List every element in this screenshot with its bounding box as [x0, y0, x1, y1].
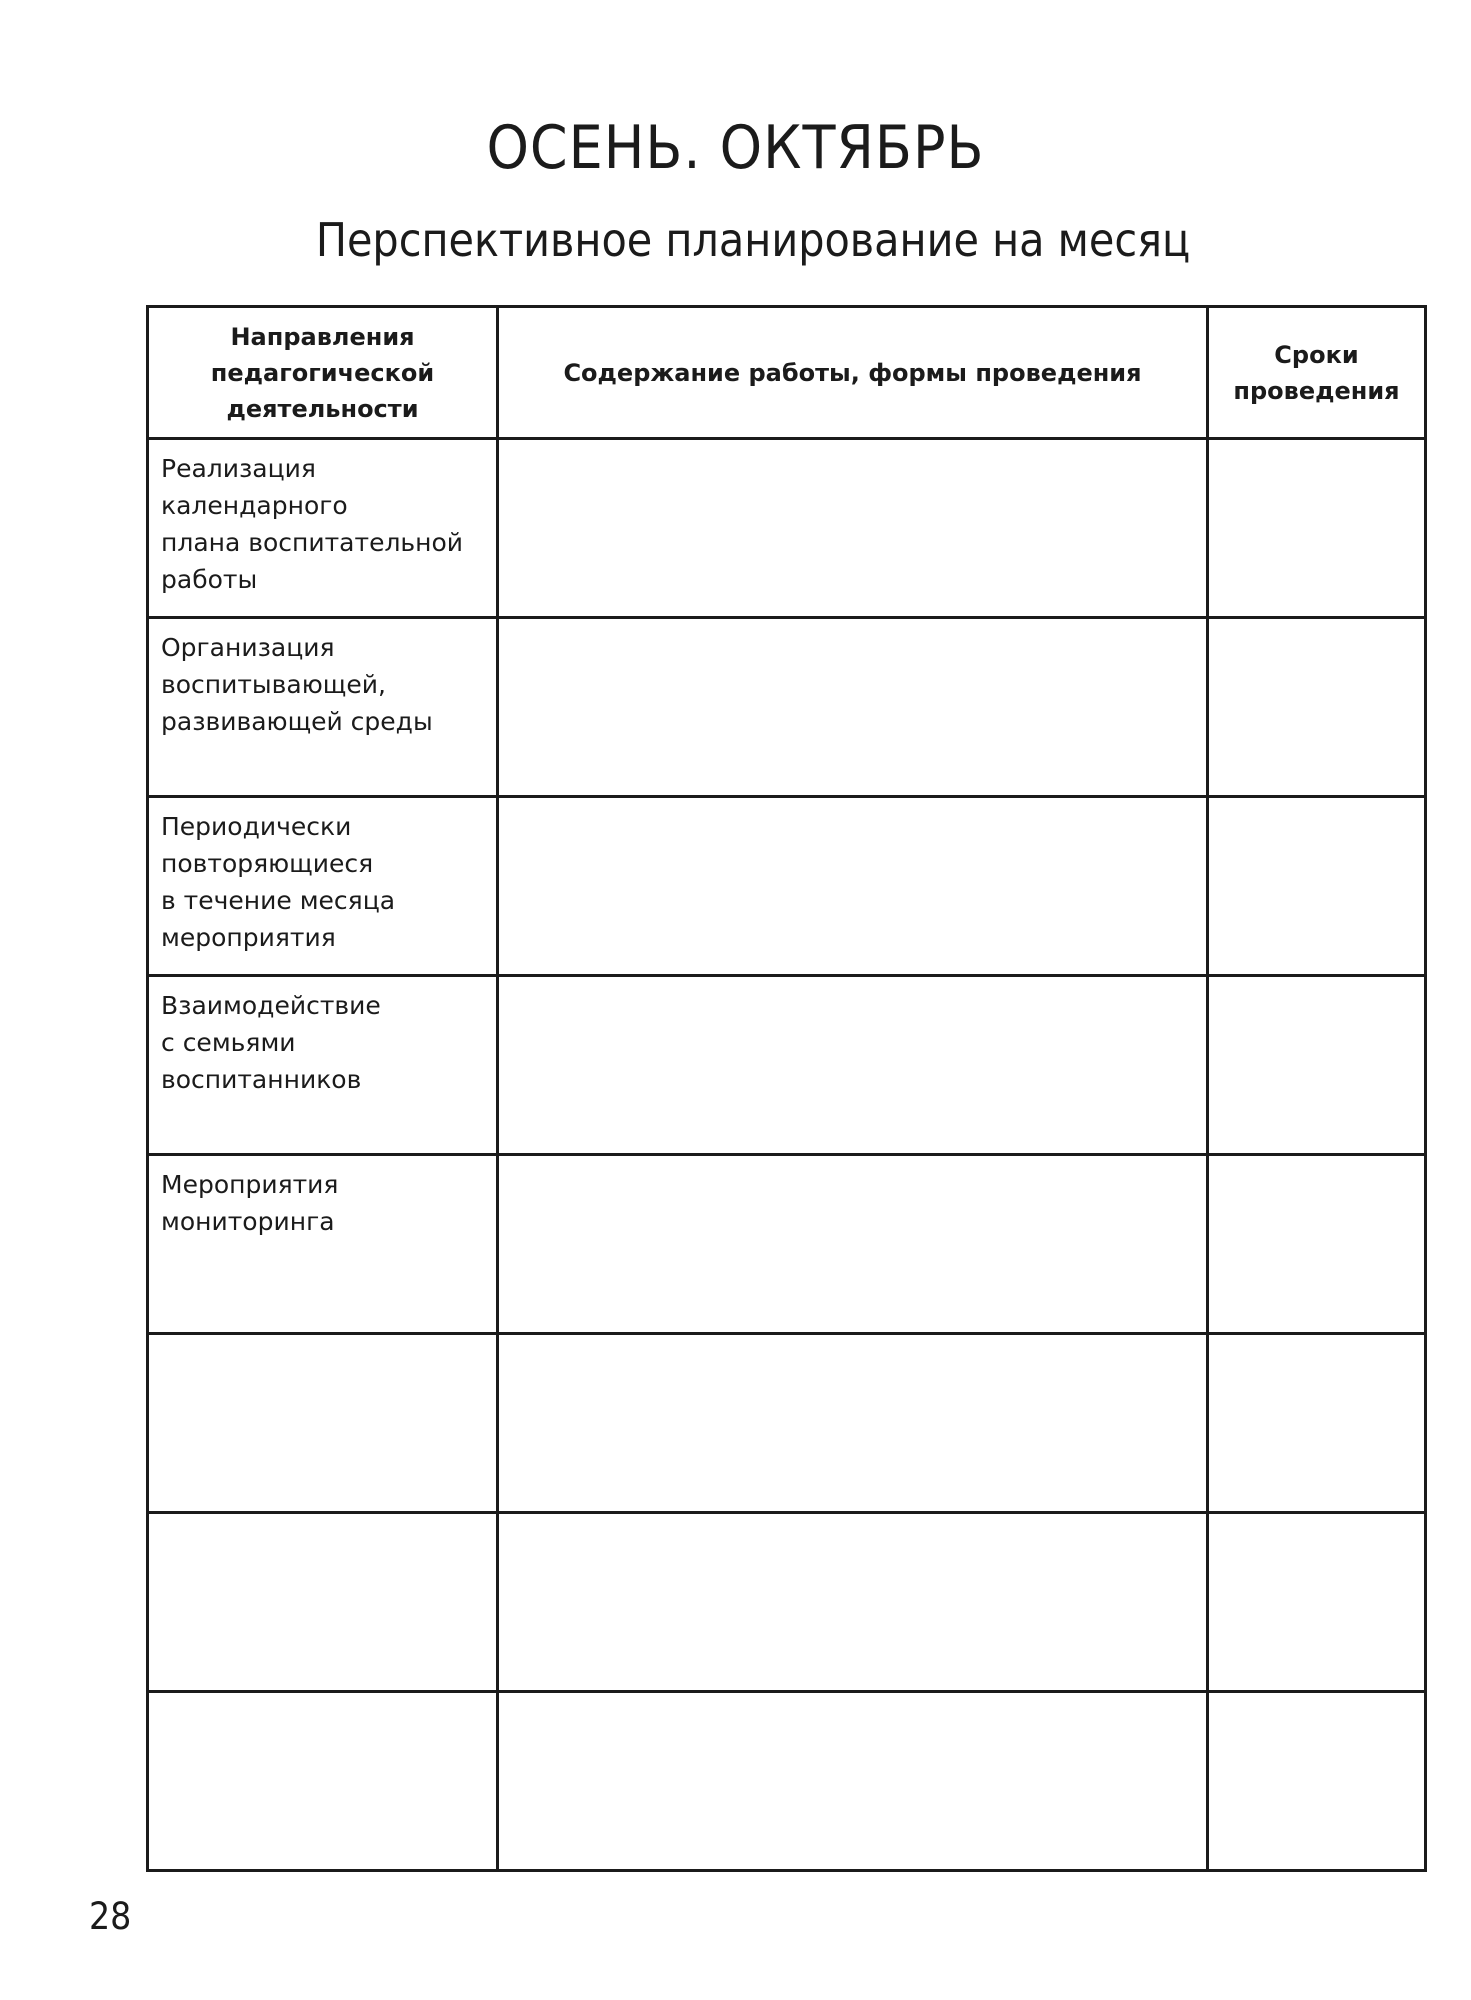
table-row — [148, 797, 1426, 976]
direction-cell — [148, 1155, 498, 1334]
table-header — [148, 307, 1426, 439]
table-row — [148, 1155, 1426, 1334]
direction-label: Реализация календарного плана воспитательной работы — [161, 454, 464, 594]
content-cell[interactable] — [498, 1334, 1208, 1513]
direction-cell — [148, 439, 498, 618]
table-row — [148, 1692, 1426, 1871]
direction-cell[interactable] — [148, 1334, 498, 1513]
dates-cell[interactable] — [1208, 1155, 1426, 1334]
direction-label: Взаимодействие с семьями воспитанников — [161, 991, 381, 1094]
content-cell[interactable] — [498, 618, 1208, 797]
table-row — [148, 618, 1426, 797]
direction-cell — [148, 976, 498, 1155]
direction-label: Мероприятия мониторинга — [161, 1170, 339, 1236]
content-cell[interactable] — [498, 797, 1208, 976]
header-dates: Сроки проведения — [1208, 307, 1426, 439]
direction-cell[interactable] — [148, 1692, 498, 1871]
dates-cell[interactable] — [1208, 439, 1426, 618]
direction-label — [149, 1693, 496, 1703]
dates-cell[interactable] — [1208, 1513, 1426, 1692]
header-directions: Направления педагогической деятельности — [148, 307, 498, 439]
content-cell[interactable] — [498, 439, 1208, 618]
content-cell[interactable] — [498, 1692, 1208, 1871]
dates-cell[interactable] — [1208, 1692, 1426, 1871]
page-number: 28 — [89, 1895, 132, 1938]
table-row — [148, 1334, 1426, 1513]
page-subtitle: Перспективное планирование на месяц — [315, 213, 1191, 267]
planning-table — [146, 305, 1427, 1872]
content-cell[interactable] — [498, 976, 1208, 1155]
direction-cell — [148, 797, 498, 976]
dates-cell[interactable] — [1208, 1334, 1426, 1513]
dates-cell[interactable] — [1208, 797, 1426, 976]
content-cell[interactable] — [498, 1513, 1208, 1692]
direction-label: Организация воспитывающей, развивающей среды — [161, 633, 433, 736]
direction-cell — [148, 618, 498, 797]
direction-label: Периодически повторяющиеся в течение месяца мероприятия — [161, 812, 396, 952]
table-body — [148, 439, 1426, 1871]
page-title: ОСЕНЬ. ОКТЯБРЬ — [486, 113, 985, 183]
direction-cell[interactable] — [148, 1513, 498, 1692]
table-row — [148, 976, 1426, 1155]
header-row — [148, 307, 1426, 439]
content-cell[interactable] — [498, 1155, 1208, 1334]
header-content: Содержание работы, формы проведения — [498, 307, 1208, 439]
dates-cell[interactable] — [1208, 976, 1426, 1155]
direction-label — [149, 1514, 496, 1524]
table-row — [148, 439, 1426, 618]
dates-cell[interactable] — [1208, 618, 1426, 797]
direction-label — [149, 1335, 496, 1345]
table-row — [148, 1513, 1426, 1692]
